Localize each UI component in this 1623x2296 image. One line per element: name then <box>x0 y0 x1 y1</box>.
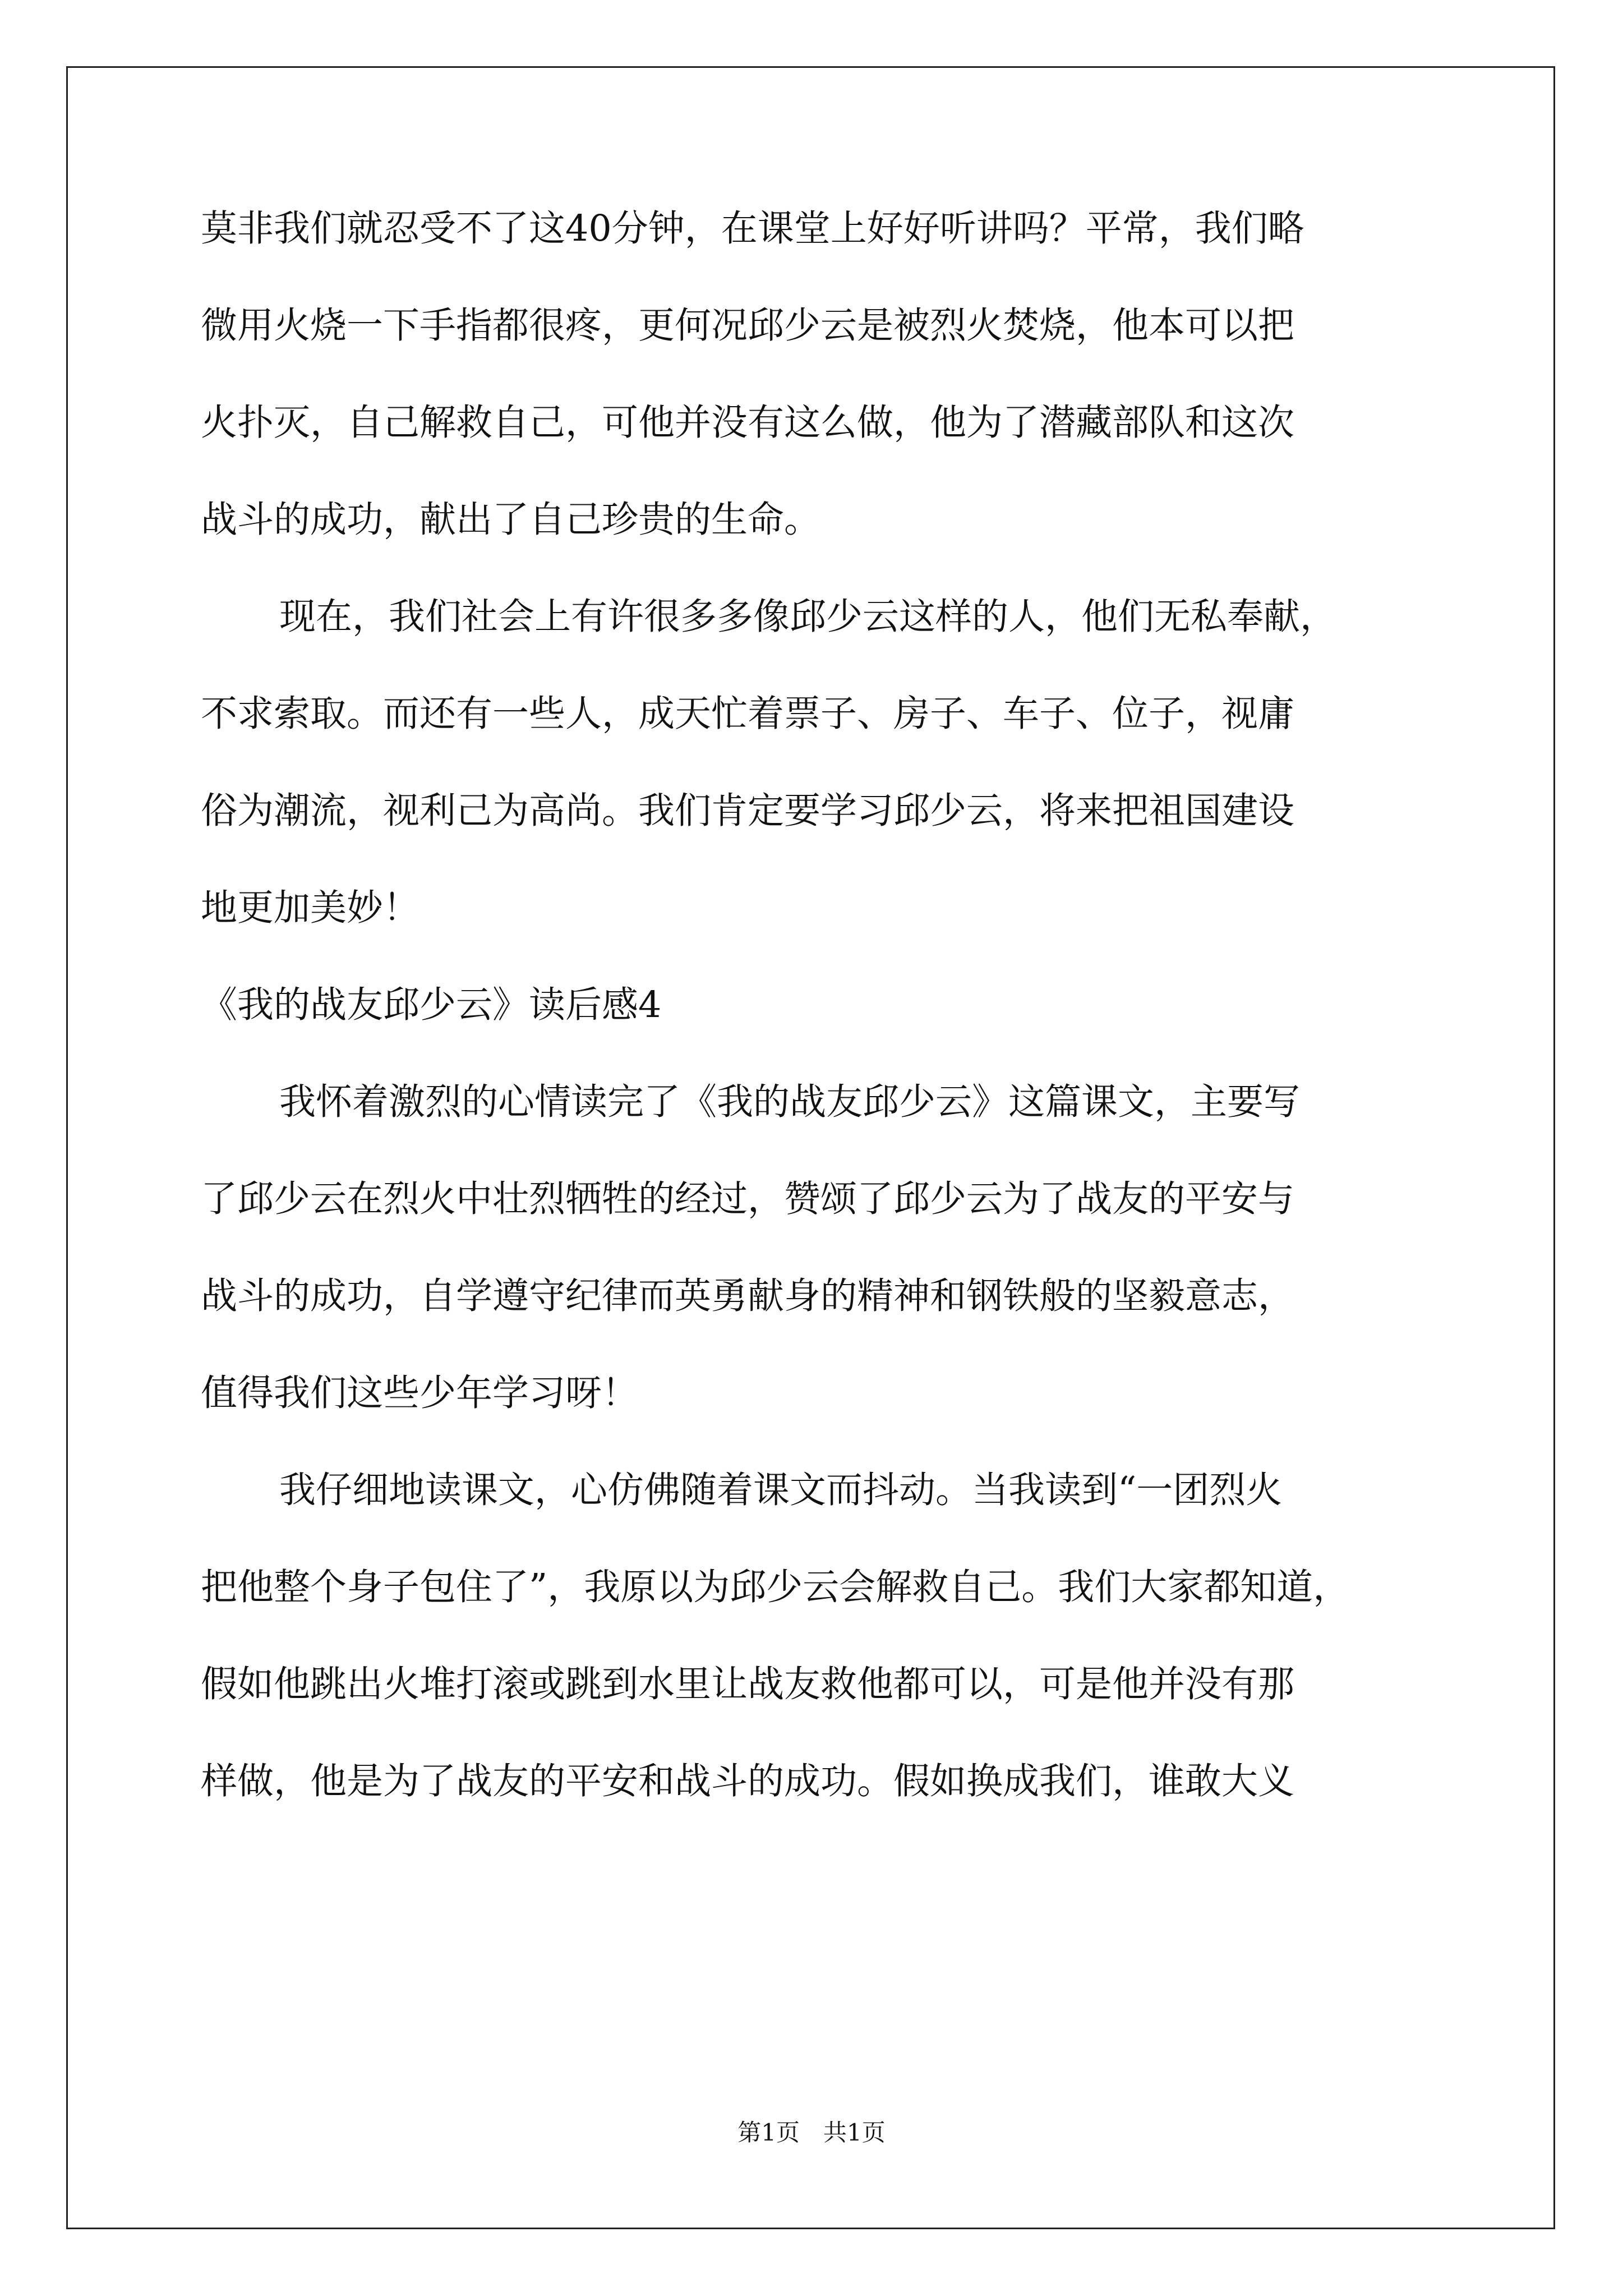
text-line: 战斗的成功，自学遵守纪律而英勇献身的精神和钢铁般的坚毅意志， <box>201 1275 1295 1317</box>
text-line: 火扑灭，自己解救自己，可他并没有这么做，他为了潜藏部队和这次 <box>201 402 1295 444</box>
section-heading: 《我的战友邱少云》读后感4 <box>201 984 662 1026</box>
text-line: 样做，他是为了战友的平安和战斗的成功。假如换成我们，谁敢大义 <box>201 1760 1295 1802</box>
page-number-footer: 第1页 共1页 <box>737 2119 886 2146</box>
text-line: 了邱少云在烈火中壮烈牺牲的经过，赞颂了邱少云为了战友的平安与 <box>201 1178 1295 1220</box>
text-line: 莫非我们就忍受不了这40分钟，在课堂上好好听讲吗？平常，我们略 <box>201 208 1304 250</box>
text-line: 微用火烧一下手指都很疼，更何况邱少云是被烈火焚烧，他本可以把 <box>201 305 1295 347</box>
text-line: 战斗的成功，献出了自己珍贵的生命。 <box>201 499 821 541</box>
document-body <box>201 205 1485 1855</box>
text-line: 我仔细地读课文，心仿佛随着课文而抖动。当我读到“一团烈火 <box>279 1469 1283 1511</box>
text-line: 不求索取。而还有一些人，成天忙着票子、房子、车子、位子，视庸 <box>201 693 1295 735</box>
text-line: 现在，我们社会上有许很多多像邱少云这样的人，他们无私奉献， <box>279 596 1337 638</box>
text-line: 地更加美妙！ <box>201 887 420 929</box>
text-line: 值得我们这些少年学习呀！ <box>201 1372 639 1414</box>
text-line: 我怀着激烈的心情读完了《我的战友邱少云》这篇课文，主要写 <box>279 1081 1301 1123</box>
text-line: 假如他跳出火堆打滚或跳到水里让战友救他都可以，可是他并没有那 <box>201 1663 1295 1705</box>
text-line: 把他整个身子包住了”，我原以为邱少云会解救自己。我们大家都知道， <box>201 1566 1350 1608</box>
text-line: 俗为潮流，视利己为高尚。我们肯定要学习邱少云，将来把祖国建设 <box>201 790 1295 832</box>
